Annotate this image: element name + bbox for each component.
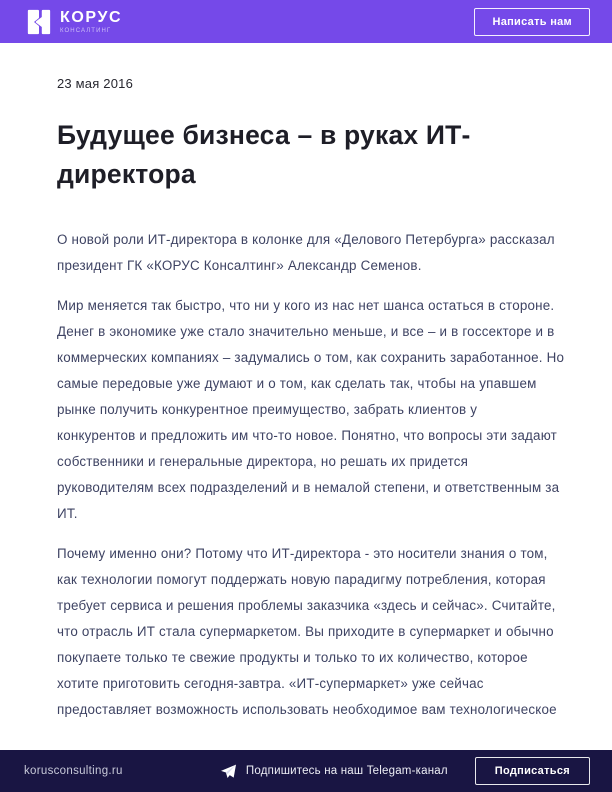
text-line: требует сервиса и решения проблемы заказчика «здесь и сейчас». Считайте, bbox=[57, 598, 556, 613]
telegram-paper-plane-icon bbox=[220, 764, 237, 779]
article-date: 23 мая 2016 bbox=[57, 76, 134, 91]
text-line: покупаете только те свежие продукты и только то их количество, которое bbox=[57, 650, 528, 665]
text-line: предоставляет возможность использовать необходимое вам технологическое bbox=[57, 702, 557, 717]
text-line: самые передовые уже думают и о том, как сделать так, чтобы на упавшем bbox=[57, 376, 537, 391]
site-link[interactable]: korusconsulting.ru bbox=[24, 765, 123, 777]
text-line: Мир меняется так быстро, что ни у кого из нас нет шанса остаться в стороне. bbox=[57, 298, 555, 313]
footer bbox=[0, 750, 612, 792]
text-line: О новой роли ИТ-директора в колонке для «Делового Петербурга» рассказал bbox=[57, 232, 555, 247]
article-title: Будущее бизнеса – в руках ИТ-директора bbox=[57, 120, 471, 189]
contact-button[interactable]: Написать нам bbox=[474, 8, 590, 36]
text-line: конкурентов и предложить им что-то новое. Понятно, что вопросы эти задают bbox=[57, 428, 557, 443]
telegram-text: Подпишитесь на наш Telegam-канал bbox=[245, 765, 448, 777]
logo-text bbox=[60, 10, 122, 34]
text-line: президент ГК «КОРУС Консалтинг» Александр Семенов. bbox=[57, 258, 422, 273]
article-paragraph bbox=[57, 541, 557, 723]
korus-k-mark-icon bbox=[26, 9, 52, 35]
telegram-promo bbox=[220, 764, 448, 779]
subscribe-button[interactable]: Подписаться bbox=[475, 757, 590, 785]
text-line: Денег в экономике уже стало значительно меньше, и все – и в госсекторе и в bbox=[57, 324, 555, 339]
text-line: рынке получить конкурентное преимущество, забрать клиентов у bbox=[57, 402, 478, 417]
text-line: Почему именно они? Потому что ИТ-директора - это носители знания о том, bbox=[57, 546, 548, 561]
text-line: что отрасль ИТ стала супермаркетом. Вы приходите в супермаркет и обычно bbox=[57, 624, 554, 639]
header bbox=[0, 0, 612, 43]
article-lead bbox=[57, 227, 557, 279]
text-line: как технологии помогут поддержать новую парадигму потребления, которая bbox=[57, 572, 546, 587]
logo-subtitle: КОНСАЛТИНГ bbox=[60, 27, 112, 34]
korus-logo[interactable] bbox=[26, 9, 122, 35]
text-line: руководителям всех подразделений и в немалой степени, и ответственным за bbox=[57, 480, 560, 495]
text-line: ИТ. bbox=[57, 506, 78, 521]
article bbox=[0, 43, 612, 750]
text-line: собственники и генеральные директора, но решать их придется bbox=[57, 454, 469, 469]
logo-name: КОРУС bbox=[60, 8, 123, 26]
text-line: коммерческих компаниях – задумались о том, как сохранить заработанное. Но bbox=[57, 350, 565, 365]
text-line: хотите приготовить сегодня-завтра. «ИТ-супермаркет» уже сейчас bbox=[57, 676, 484, 691]
article-paragraph bbox=[57, 293, 565, 527]
